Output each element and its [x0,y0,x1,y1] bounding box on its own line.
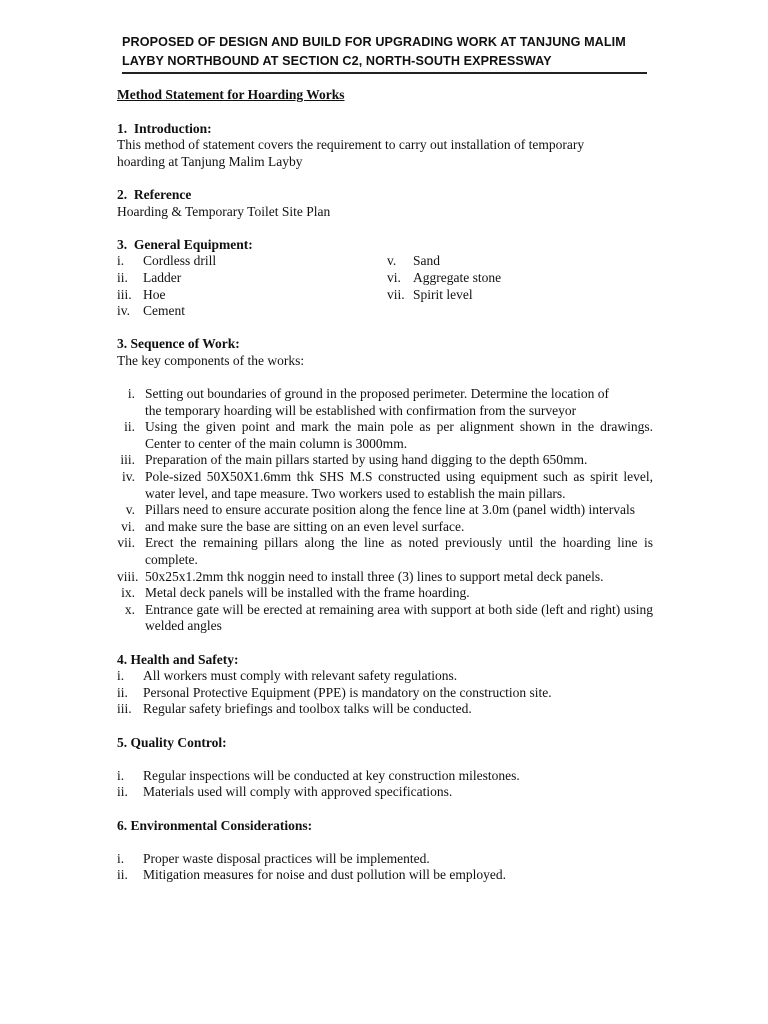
list-item: ii. Using the given point and mark the main pole as per alignment shown in the drawings. Center to center of the main column is 3000mm. [124,419,653,451]
equipment-item: i. Cordless drill [117,253,217,269]
health-list [117,668,657,718]
equipment-item: vi. Aggregate stone [387,269,502,285]
list-item: ii. Materials used will comply with approved specifications. [117,784,453,800]
environment-list [117,851,657,884]
header-line-2: LAYBY NORTHBOUND AT SECTION C2, NORTH-SOUTH EXPRESSWAY [122,54,552,68]
environment-heading: 6. Environmental Considerations: [117,817,313,833]
list-item: iii. Preparation of the main pillars started by using hand digging to the depth 650mm. [120,452,588,468]
header-divider [122,72,647,74]
introduction-text: This method of statement covers the requirement to carry out installation of temporary hoarding at Tanjung Malim Layby [117,137,585,169]
introduction-heading: 1. Introduction: [117,120,212,136]
sequence-heading: 3. Sequence of Work: [117,336,240,352]
equipment-item: v. Sand [387,253,440,269]
list-item: ix. Metal deck panels will be installed with the frame hoarding. [121,585,470,601]
reference-text: Hoarding & Temporary Toilet Site Plan [117,203,331,219]
equipment-list [117,253,657,319]
header-line-1: PROPOSED OF DESIGN AND BUILD FOR UPGRADING WORK AT TANJUNG MALIM [122,35,626,49]
list-item: vii. Erect the remaining pillars along the line as noted previously until the hoarding line is complete. [117,535,653,568]
sequence-list [117,386,653,635]
list-item: i. Regular inspections will be conducted at key construction milestones. [117,767,520,783]
equipment-item: iv. Cement [117,303,185,319]
quality-list [117,768,657,801]
quality-heading: 5. Quality Control: [117,734,227,750]
health-heading: 4. Health and Safety: [117,651,239,667]
list-item: i. Proper waste disposal practices will be implemented. [117,850,430,866]
list-item: ii. Mitigation measures for noise and dust pollution will be employed. [117,867,506,883]
list-item: v. Pillars need to ensure accurate position along the fence line at 3.0m (panel width) intervals [125,502,635,518]
reference-heading: 2. Reference [117,186,192,202]
list-item: iii. Regular safety briefings and toolbox talks will be conducted. [117,701,472,717]
list-item: viii. 50x25x1.2mm thk noggin need to install three (3) lines to support metal deck panels. [117,568,604,584]
list-item: ii. Personal Protective Equipment (PPE) is mandatory on the construction site. [117,684,552,700]
sequence-intro: The key components of the works: [117,352,305,368]
equipment-item: iii. Hoe [117,286,166,302]
document-header [122,33,647,71]
equipment-item: ii. Ladder [117,269,182,285]
list-item: vi. and make sure the base are sitting on an even level surface. [121,518,465,534]
document-body [117,87,657,884]
equipment-column-1 [117,253,387,319]
equipment-column-2 [387,253,657,319]
list-item: i. All workers must comply with relevant safety regulations. [117,668,458,684]
equipment-heading: 3. General Equipment: [117,236,253,252]
equipment-item: vii. Spirit level [387,286,473,302]
list-item: iv. Pole-sized 50X50X1.6mm thk SHS M.S constructed using equipment such as spirit level, water level, and tape measure. Two workers used to establish the main pillars. [122,469,653,501]
list-item: i. Setting out boundaries of ground in the proposed perimeter. Determine the location of the temporary hoarding will be established with confirmation from the surveyor [127,386,609,418]
list-item: x. Entrance gate will be erected at remaining area with support at both side (left and right) using welded angles [124,601,653,634]
document-title: Method Statement for Hoarding Works [117,87,345,102]
